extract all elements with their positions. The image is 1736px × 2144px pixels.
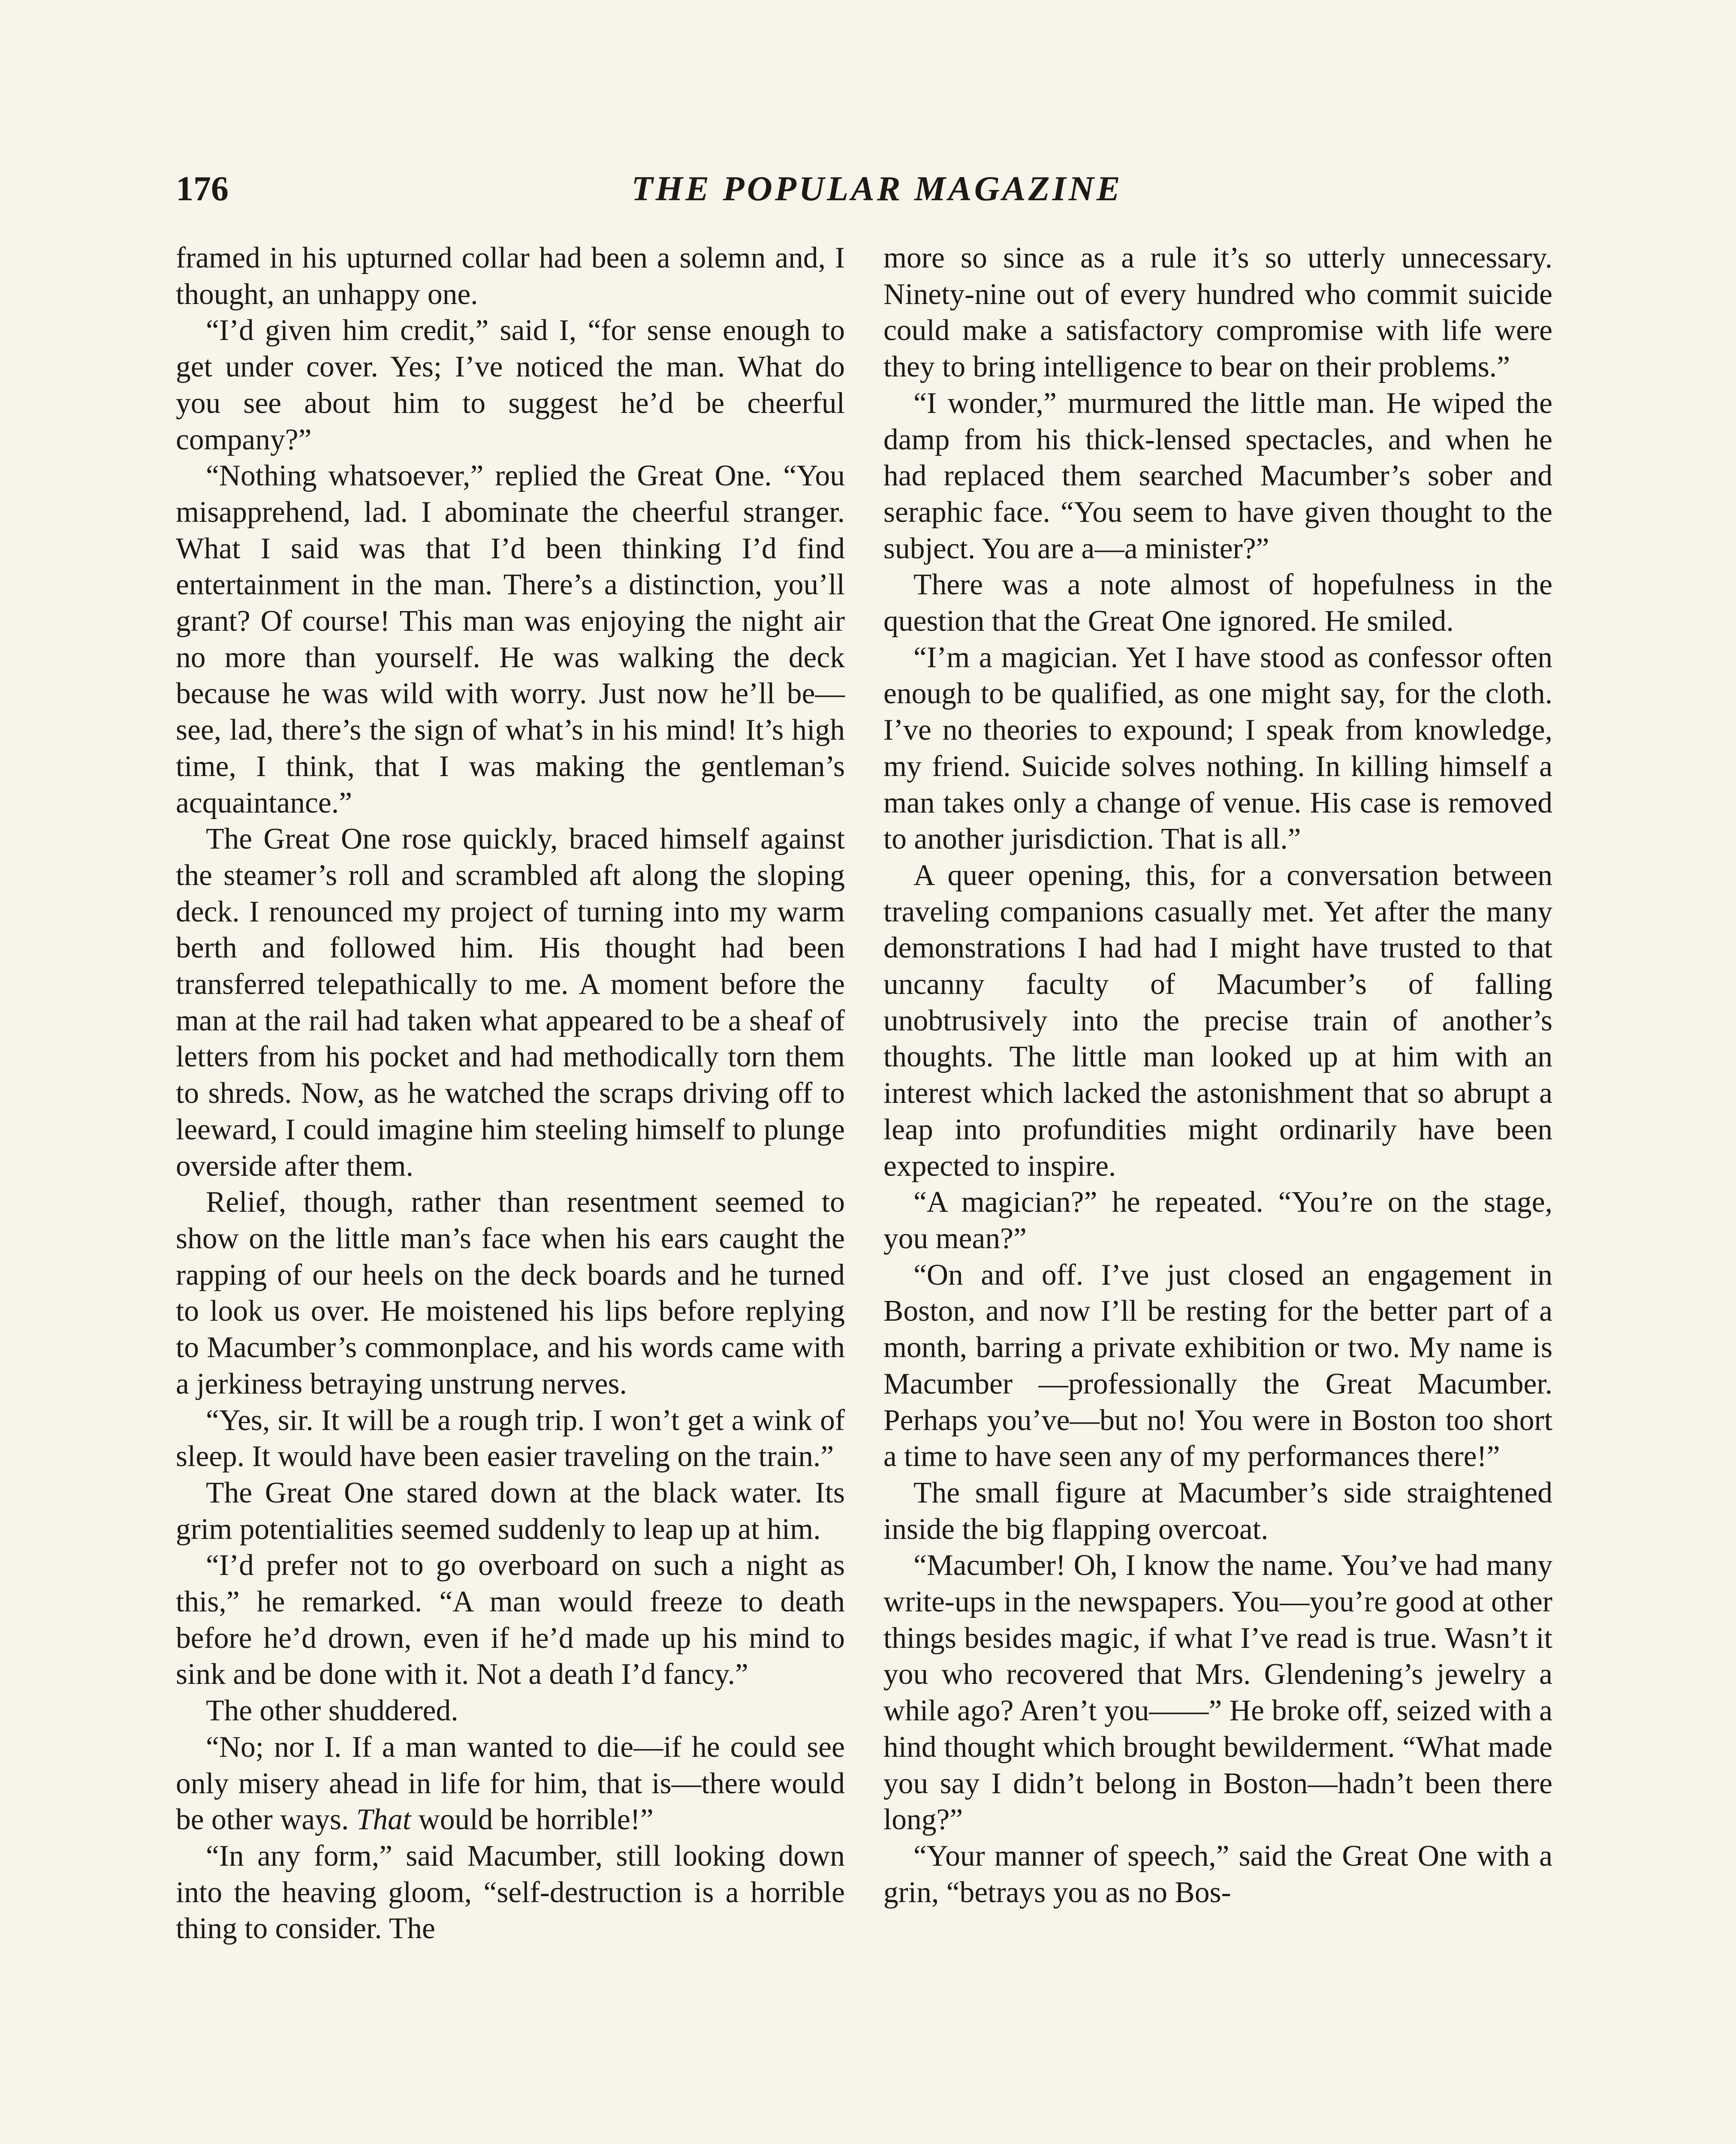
paragraph: A queer opening, this, for a conversation between traveling companions casually met. Yet after the many demonstrations I had had I might have trusted to that uncanny faculty of Macumber’s of falling unobtrusively into the precise train of another’s thoughts. The little man looked up at him with an interest which lacked the astonishment that so abrupt a leap into profundities might ordinarily have been expected to inspire.: [883, 858, 1552, 1183]
paragraph: “In any form,” said Macumber, still looking down into the heaving gloom, “self-destruction is a horrible thing to consider. The: [176, 1839, 845, 1945]
italic-emphasis: That: [356, 1803, 411, 1837]
paragraph: “I’m a magician. Yet I have stood as confessor often enough to be qualified, as one might say, for the cloth. I’ve no theories to expound; I speak from knowledge, my friend. Suicide solves nothing. In killing himself a man takes only a change of venue. His case is removed to another jurisdiction. That is all.”: [883, 641, 1552, 856]
paragraph: The Great One rose quickly, braced himself against the steamer’s roll and scrambled aft along the sloping deck. I renounced my project of turning into my warm berth and followed him. His thought had been transferred telepathically to me. A moment before the man at the rail had taken what appeared to be a sheaf of letters from his pocket and had methodically torn them to shreds. Now, as he watched the scraps driving off to leeward, I could imagine him steeling himself to plunge overside after them.: [176, 822, 845, 1183]
paragraph: “Yes, sir. It will be a rough trip. I won’t get a wink of sleep. It would have been easier traveling on the train.”: [176, 1403, 845, 1473]
paragraph: more so since as a rule it’s so utterly unnecessary. Ninety-nine out of every hundred who commit suicide could make a satisfactory compromise with life were they to bring intelligence to bear on their problems.”: [883, 241, 1552, 384]
paragraph: “A magician?” he repeated. “You’re on the stage, you mean?”: [883, 1186, 1552, 1255]
paragraph: The other shuddered.: [206, 1694, 458, 1728]
paragraph: The Great One stared down at the black water. Its grim potentialities seemed suddenly to leap up at him.: [176, 1476, 845, 1546]
paragraph: “I’d given him credit,” said I, “for sense enough to get under cover. Yes; I’ve noticed the man. What do you see about him to suggest he’d be cheerful company?”: [176, 314, 845, 456]
paragraph: “Nothing whatsoever,” replied the Great One. “You misapprehend, lad. I abominate the cheerful stranger. What I said was that I’d been thinking I’d find entertainment in the man. There’s a distinction, you’ll grant? Of course! This man was enjoying the night air no more than yourself. He was walking the deck because he was wild with worry. Just now he’ll be—see, lad, there’s the sign of what’s in his mind! It’s high time, I think, that I was making the gentleman’s acquaintance.”: [176, 459, 845, 819]
running-title: THE POPULAR MAGAZINE: [631, 169, 1123, 208]
paragraph: “I’d prefer not to go overboard on such a night as this,” he remarked. “A man would freeze to death before he’d drown, even if he’d made up his mind to sink and be done with it. Not a death I’d fancy.”: [176, 1549, 845, 1691]
paragraph: [176, 1729, 845, 1838]
paragraph-text: “No; nor I. If a man wanted to die—if he could see only misery ahead in life for him, that is—there would be other ways.: [176, 1730, 845, 1837]
paragraph: Relief, though, rather than resentment seemed to show on the little man’s face when his ears caught the rapping of our heels on the deck boards and he turned to look us over. He moistened his lips before replying to Macumber’s commonplace, and his words came with a jerkiness betraying unstrung nerves.: [176, 1186, 845, 1400]
paragraph: framed in his upturned collar had been a solemn and, I thought, an unhappy one.: [176, 241, 845, 311]
paragraph: There was a note almost of hopefulness in the question that the Great One ignored. He smiled.: [883, 568, 1552, 638]
page-header: [176, 163, 1578, 214]
page-number: 176: [176, 169, 229, 208]
right-column: [883, 240, 1552, 1911]
paragraph: “Your manner of speech,” said the Great One with a grin, “betrays you as no Bos-: [883, 1839, 1552, 1909]
paragraph-text: would be horrible!”: [418, 1803, 654, 1837]
left-column: [176, 240, 845, 1947]
paragraph: “I wonder,” murmured the little man. He wiped the damp from his thick-lensed spectacles, and when he had replaced them searched Macumber’s sober and seraphic face. “You seem to have given thought to the subject. You are a—a minister?”: [883, 386, 1552, 565]
paragraph: “Macumber! Oh, I know the name. You’ve had many write-ups in the newspapers. You—you’re good at other things besides magic, if what I’ve read is true. Wasn’t it you who recovered that Mrs. Glendening’s jewelry a while ago? Aren’t you——” He broke off, seized with a hind thought which brought bewilderment. “What made you say I didn’t belong in Boston—hadn’t been there long?”: [883, 1549, 1552, 1837]
paragraph: The small figure at Macumber’s side straightened inside the big flapping overcoat.: [883, 1476, 1552, 1546]
paragraph: “On and off. I’ve just closed an engagement in Boston, and now I’ll be resting for the better part of a month, barring a private exhibition or two. My name is Macumber —professionally the Great Macumber. Perhaps you’ve—but no! You were in Boston too short a time to have seen any of my performances there!”: [883, 1258, 1552, 1473]
